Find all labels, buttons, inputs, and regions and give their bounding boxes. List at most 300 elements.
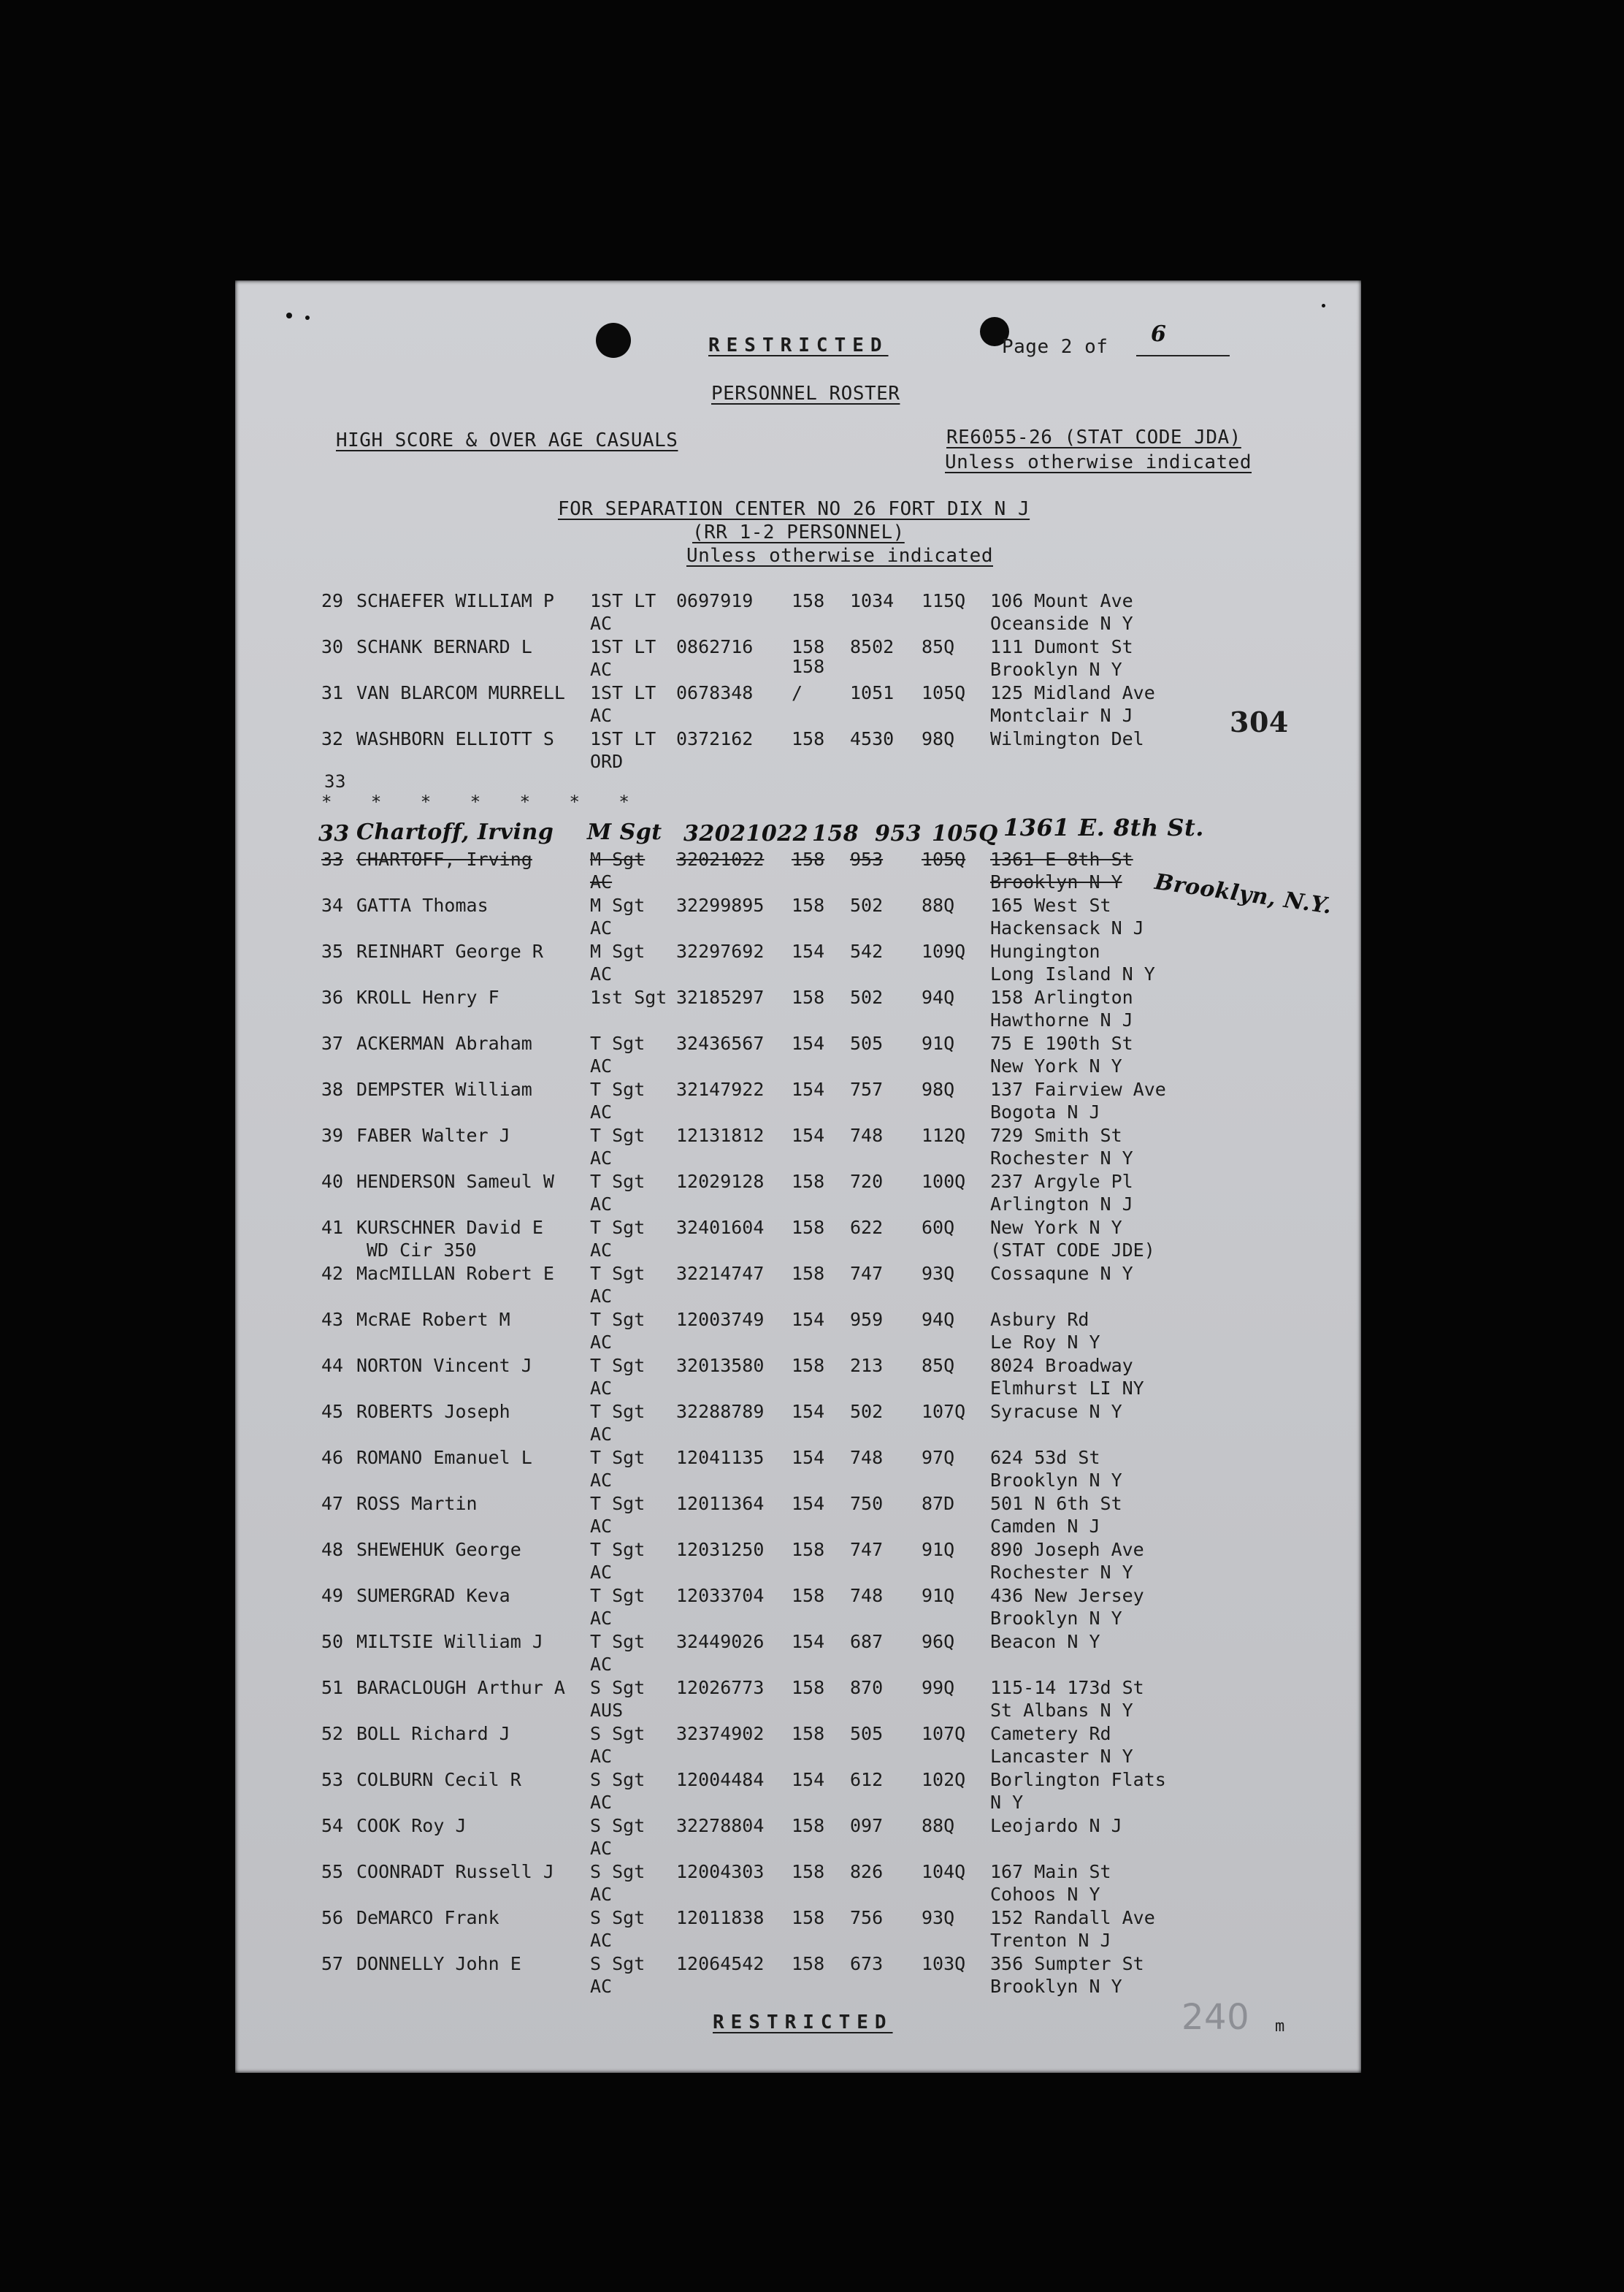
code-2: 748 bbox=[850, 1585, 884, 1606]
table-row bbox=[235, 1769, 1257, 1815]
code-1: 154 bbox=[792, 941, 825, 962]
code-2: 1034 bbox=[850, 590, 895, 611]
serial-number: 12004484 bbox=[676, 1769, 765, 1790]
code-1: 158 bbox=[792, 636, 825, 657]
code-2: 747 bbox=[850, 1539, 884, 1560]
branch: AC bbox=[590, 1101, 613, 1123]
rank: T Sgt bbox=[590, 1033, 646, 1054]
address-line-2: Trenton N J bbox=[990, 1930, 1111, 1951]
handwritten-address: 1361 E. 8th St. bbox=[1003, 814, 1204, 841]
code-2: 720 bbox=[850, 1171, 884, 1192]
row-number: 52 bbox=[321, 1723, 344, 1744]
code-1: 154 bbox=[792, 1309, 825, 1330]
address-line-2: Oceanside N Y bbox=[990, 613, 1133, 634]
rank: T Sgt bbox=[590, 1447, 646, 1468]
code-3: 85Q bbox=[922, 1355, 955, 1376]
branch: AC bbox=[590, 1147, 613, 1169]
serial-number: 32299895 bbox=[676, 895, 765, 916]
table-row bbox=[235, 1677, 1257, 1723]
code-1: 158 bbox=[792, 1723, 825, 1744]
branch: AC bbox=[590, 1332, 613, 1353]
table-row bbox=[235, 1355, 1257, 1401]
row-number: 34 bbox=[321, 895, 344, 916]
soldier-name: SCHAEFER WILLIAM P bbox=[356, 590, 554, 611]
rank: S Sgt bbox=[590, 1769, 646, 1790]
restricted-header: RESTRICTED bbox=[708, 335, 889, 356]
rank: S Sgt bbox=[590, 1953, 646, 1974]
rank: T Sgt bbox=[590, 1125, 646, 1146]
address-line-1: 152 Randall Ave bbox=[990, 1907, 1155, 1928]
serial-number: 32374902 bbox=[676, 1723, 765, 1744]
branch: AC bbox=[590, 1838, 613, 1859]
soldier-name: BOLL Richard J bbox=[356, 1723, 510, 1744]
serial-number: 32013580 bbox=[676, 1355, 765, 1376]
table-row bbox=[235, 849, 1257, 895]
serial-number: 12004303 bbox=[676, 1861, 765, 1882]
table-row bbox=[235, 636, 1257, 682]
handwritten-col2: 953 bbox=[875, 821, 922, 847]
row-number: 57 bbox=[321, 1953, 344, 1974]
code-3: 97Q bbox=[922, 1447, 955, 1468]
code-3: 105Q bbox=[922, 682, 966, 703]
code-1: 154 bbox=[792, 1401, 825, 1422]
code-2: 953 bbox=[850, 849, 884, 870]
code-2: 748 bbox=[850, 1447, 884, 1468]
roster-page bbox=[235, 280, 1361, 2073]
branch: AC bbox=[590, 1884, 613, 1905]
table-row bbox=[235, 1079, 1257, 1125]
serial-number: 32147922 bbox=[676, 1079, 765, 1100]
page-label: Page 2 of bbox=[1002, 336, 1108, 358]
rank: S Sgt bbox=[590, 1861, 646, 1882]
name-note: WD Cir 350 bbox=[367, 1239, 477, 1261]
table-row bbox=[235, 1263, 1257, 1309]
code-3: 103Q bbox=[922, 1953, 966, 1974]
row-number: 33 bbox=[321, 849, 344, 870]
code-1: 158 bbox=[792, 987, 825, 1008]
roster-title: PERSONNEL ROSTER bbox=[711, 383, 900, 405]
address-line-1: Wilmington Del bbox=[990, 728, 1144, 749]
row-number: 44 bbox=[321, 1355, 344, 1376]
address-line-2: St Albans N Y bbox=[990, 1700, 1133, 1721]
rank: M Sgt bbox=[590, 849, 646, 870]
address-line-1: Cametery Rd bbox=[990, 1723, 1111, 1744]
serial-number: 12026773 bbox=[676, 1677, 765, 1698]
address-line-2: N Y bbox=[990, 1792, 1024, 1813]
table-row bbox=[235, 1401, 1257, 1447]
center-line-2: (RR 1-2 PERSONNEL) bbox=[692, 522, 905, 543]
address-line-1: Hungington bbox=[990, 941, 1100, 962]
table-row bbox=[235, 1171, 1257, 1217]
address-line-1: 106 Mount Ave bbox=[990, 590, 1133, 611]
code-1: 158 bbox=[792, 895, 825, 916]
address-line-1: Cossaqune N Y bbox=[990, 1263, 1133, 1284]
code-2: 213 bbox=[850, 1355, 884, 1376]
rank: S Sgt bbox=[590, 1815, 646, 1836]
handwritten-city: Brooklyn, N.Y. bbox=[1153, 869, 1334, 920]
handwritten-row-number: 33 bbox=[318, 821, 350, 847]
rank: 1ST LT bbox=[590, 636, 656, 657]
code-3: 91Q bbox=[922, 1539, 955, 1560]
code-1: 154 bbox=[792, 1125, 825, 1146]
handwritten-name: Chartoff, Irving bbox=[356, 820, 554, 845]
code-3: 98Q bbox=[922, 1079, 955, 1100]
code-2: 750 bbox=[850, 1493, 884, 1514]
table-row bbox=[235, 1953, 1257, 1999]
code-3: 87D bbox=[922, 1493, 955, 1514]
soldier-name: COOK Roy J bbox=[356, 1815, 467, 1836]
soldier-name: KURSCHNER David E bbox=[356, 1217, 543, 1238]
row-number: 31 bbox=[321, 682, 344, 703]
paper-speck bbox=[286, 313, 292, 318]
serial-number: 32278804 bbox=[676, 1815, 765, 1836]
row-number: 38 bbox=[321, 1079, 344, 1100]
address-line-2: (STAT CODE JDE) bbox=[990, 1239, 1155, 1261]
margin-number: 304 bbox=[1230, 706, 1289, 738]
code-3: 107Q bbox=[922, 1401, 966, 1422]
branch: AC bbox=[590, 1378, 613, 1399]
page-total-line bbox=[1136, 355, 1230, 356]
serial-number: 12041135 bbox=[676, 1447, 765, 1468]
serial-number: 12131812 bbox=[676, 1125, 765, 1146]
rank: M Sgt bbox=[590, 941, 646, 962]
code-2: 870 bbox=[850, 1677, 884, 1698]
handwritten-rank: M Sgt bbox=[587, 820, 662, 845]
row-number: 32 bbox=[321, 728, 344, 749]
code-1: 154 bbox=[792, 1769, 825, 1790]
rank: T Sgt bbox=[590, 1401, 646, 1422]
branch: ORD bbox=[590, 751, 624, 772]
address-line-2: Bogota N J bbox=[990, 1101, 1100, 1123]
code-3: 88Q bbox=[922, 895, 955, 916]
soldier-name: ROMANO Emanuel L bbox=[356, 1447, 532, 1468]
rank: M Sgt bbox=[590, 895, 646, 916]
asterisk-row: * * * * * * * bbox=[321, 792, 630, 812]
soldier-name: HENDERSON Sameul W bbox=[356, 1171, 554, 1192]
address-line-1: 501 N 6th St bbox=[990, 1493, 1122, 1514]
reference-code: RE6055-26 (STAT CODE JDA) bbox=[946, 427, 1241, 448]
code-3: 94Q bbox=[922, 987, 955, 1008]
table-row bbox=[235, 1723, 1257, 1769]
code-3: 100Q bbox=[922, 1171, 966, 1192]
rank: S Sgt bbox=[590, 1723, 646, 1744]
row-number: 48 bbox=[321, 1539, 344, 1560]
address-line-2: Brooklyn N Y bbox=[990, 871, 1122, 893]
address-line-1: 111 Dumont St bbox=[990, 636, 1133, 657]
row-number: 37 bbox=[321, 1033, 344, 1054]
serial-number: 32297692 bbox=[676, 941, 765, 962]
code-3: 112Q bbox=[922, 1125, 966, 1146]
serial-number: 12031250 bbox=[676, 1539, 765, 1560]
address-line-2: Brooklyn N Y bbox=[990, 1976, 1122, 1997]
address-line-1: 75 E 190th St bbox=[990, 1033, 1133, 1054]
serial-number: 0862716 bbox=[676, 636, 754, 657]
rank: T Sgt bbox=[590, 1631, 646, 1652]
code-2: 097 bbox=[850, 1815, 884, 1836]
address-line-1: 167 Main St bbox=[990, 1861, 1111, 1882]
soldier-name: WASHBORN ELLIOTT S bbox=[356, 728, 554, 749]
code-2: 756 bbox=[850, 1907, 884, 1928]
code-1: 158 bbox=[792, 1263, 825, 1284]
branch: AC bbox=[590, 1792, 613, 1813]
code-3: 104Q bbox=[922, 1861, 966, 1882]
code-1: 158 bbox=[792, 590, 825, 611]
code-3: 109Q bbox=[922, 941, 966, 962]
row-number: 40 bbox=[321, 1171, 344, 1192]
row-number: 41 bbox=[321, 1217, 344, 1238]
soldier-name: VAN BLARCOM MURRELL bbox=[356, 682, 565, 703]
code-1: 158 bbox=[792, 1585, 825, 1606]
branch: AC bbox=[590, 659, 613, 680]
address-line-2: Hawthorne N J bbox=[990, 1009, 1133, 1031]
table-row bbox=[235, 1033, 1257, 1079]
serial-number: 32185297 bbox=[676, 987, 765, 1008]
address-line-1: 356 Sumpter St bbox=[990, 1953, 1144, 1974]
corner-mark: m bbox=[1275, 2017, 1285, 2036]
table-row bbox=[235, 1309, 1257, 1355]
serial-number: 12011838 bbox=[676, 1907, 765, 1928]
address-line-2: Rochester N Y bbox=[990, 1147, 1133, 1169]
row-number: 35 bbox=[321, 941, 344, 962]
code-2: 502 bbox=[850, 987, 884, 1008]
code-3: 91Q bbox=[922, 1033, 955, 1054]
rank: T Sgt bbox=[590, 1263, 646, 1284]
address-line-2: Arlington N J bbox=[990, 1193, 1133, 1215]
code-1: 158 bbox=[792, 849, 825, 870]
table-row bbox=[235, 1815, 1257, 1861]
code-3: 85Q bbox=[922, 636, 955, 657]
punch-hole bbox=[596, 323, 631, 358]
branch: AC bbox=[590, 917, 613, 939]
table-row bbox=[235, 1493, 1257, 1539]
soldier-name: McRAE Robert M bbox=[356, 1309, 510, 1330]
row-number: 43 bbox=[321, 1309, 344, 1330]
rank: 1st Sgt bbox=[590, 987, 667, 1008]
address-line-1: 237 Argyle Pl bbox=[990, 1171, 1133, 1192]
serial-number: 32288789 bbox=[676, 1401, 765, 1422]
code-3: 88Q bbox=[922, 1815, 955, 1836]
code-1: 158 bbox=[792, 1539, 825, 1560]
soldier-name: COONRADT Russell J bbox=[356, 1861, 554, 1882]
code-3: 105Q bbox=[922, 849, 966, 870]
row-number: 42 bbox=[321, 1263, 344, 1284]
serial-number: 12011364 bbox=[676, 1493, 765, 1514]
address-line-2: Rochester N Y bbox=[990, 1562, 1133, 1583]
branch: AC bbox=[590, 1239, 613, 1261]
table-row bbox=[235, 1907, 1257, 1953]
address-line-2: New York N Y bbox=[990, 1055, 1122, 1077]
soldier-name: SUMERGRAD Keva bbox=[356, 1585, 510, 1606]
serial-number: 32401604 bbox=[676, 1217, 765, 1238]
address-line-2: Elmhurst LI NY bbox=[990, 1378, 1144, 1399]
code-1: / bbox=[792, 682, 803, 703]
address-line-2: Cohoos N Y bbox=[990, 1884, 1100, 1905]
address-line-1: Borlington Flats bbox=[990, 1769, 1166, 1790]
table-row bbox=[235, 1861, 1257, 1907]
code-2: 757 bbox=[850, 1079, 884, 1100]
code-3: 98Q bbox=[922, 728, 955, 749]
serial-number: 32449026 bbox=[676, 1631, 765, 1652]
branch: AC bbox=[590, 1746, 613, 1767]
code-3: 60Q bbox=[922, 1217, 955, 1238]
serial-number: 32021022 bbox=[676, 849, 765, 870]
code-3: 93Q bbox=[922, 1263, 955, 1284]
row-number: 49 bbox=[321, 1585, 344, 1606]
code-1: 158 bbox=[792, 1815, 825, 1836]
address-line-1: Asbury Rd bbox=[990, 1309, 1089, 1330]
serial-number: 12033704 bbox=[676, 1585, 765, 1606]
address-line-1: 1361 E 8th St bbox=[990, 849, 1133, 870]
address-line-1: 165 West St bbox=[990, 895, 1111, 916]
code-2: 4530 bbox=[850, 728, 895, 749]
address-line-1: 624 53d St bbox=[990, 1447, 1100, 1468]
soldier-name: SCHANK BERNARD L bbox=[356, 636, 532, 657]
code-2: 959 bbox=[850, 1309, 884, 1330]
code-3: 102Q bbox=[922, 1769, 966, 1790]
row-number: 54 bbox=[321, 1815, 344, 1836]
soldier-name: DeMARCO Frank bbox=[356, 1907, 499, 1928]
reference-note: Unless otherwise indicated bbox=[945, 451, 1252, 473]
address-line-2: Long Island N Y bbox=[990, 963, 1155, 985]
soldier-name: DONNELLY John E bbox=[356, 1953, 521, 1974]
branch: AC bbox=[590, 1055, 613, 1077]
branch: AC bbox=[590, 705, 613, 726]
soldier-name: ACKERMAN Abraham bbox=[356, 1033, 532, 1054]
code-1: 158 bbox=[792, 728, 825, 749]
code-1: 158 bbox=[792, 1677, 825, 1698]
code-1: 158 bbox=[792, 1217, 825, 1238]
soldier-name: SHEWEHUK George bbox=[356, 1539, 521, 1560]
code-3: 96Q bbox=[922, 1631, 955, 1652]
table-row bbox=[235, 590, 1257, 636]
code-1: 154 bbox=[792, 1033, 825, 1054]
branch: AC bbox=[590, 963, 613, 985]
code-2: 1051 bbox=[850, 682, 895, 703]
code-3: 99Q bbox=[922, 1677, 955, 1698]
address-line-1: Beacon N Y bbox=[990, 1631, 1100, 1652]
rank: S Sgt bbox=[590, 1907, 646, 1928]
row-number: 51 bbox=[321, 1677, 344, 1698]
branch: AC bbox=[590, 1193, 613, 1215]
table-row bbox=[235, 895, 1257, 941]
table-row bbox=[235, 682, 1257, 728]
branch: AC bbox=[590, 1470, 613, 1491]
branch: AC bbox=[590, 1654, 613, 1675]
serial-number: 0678348 bbox=[676, 682, 754, 703]
address-line-2: Hackensack N J bbox=[990, 917, 1144, 939]
table-row bbox=[235, 728, 1257, 774]
blank-row-number: 33 bbox=[324, 771, 346, 792]
handwritten-col1: 158 bbox=[812, 821, 859, 847]
pencil-number: 240 bbox=[1181, 1997, 1250, 2038]
rank: 1ST LT bbox=[590, 682, 656, 703]
branch: AUS bbox=[590, 1700, 624, 1721]
code-2: 687 bbox=[850, 1631, 884, 1652]
row-number: 45 bbox=[321, 1401, 344, 1422]
table-row bbox=[235, 1447, 1257, 1493]
code-2: 673 bbox=[850, 1953, 884, 1974]
code-3: 115Q bbox=[922, 590, 966, 611]
code-3: 93Q bbox=[922, 1907, 955, 1928]
table-row bbox=[235, 941, 1257, 987]
address-line-2: Camden N J bbox=[990, 1516, 1100, 1537]
soldier-name: ROBERTS Joseph bbox=[356, 1401, 510, 1422]
soldier-name: CHARTOFF, Irving bbox=[356, 849, 532, 870]
rank: 1ST LT bbox=[590, 728, 656, 749]
table-row bbox=[235, 987, 1257, 1033]
rank: T Sgt bbox=[590, 1539, 646, 1560]
serial-number: 0372162 bbox=[676, 728, 754, 749]
center-line-1: FOR SEPARATION CENTER NO 26 FORT DIX N J bbox=[558, 498, 1030, 520]
row-number: 36 bbox=[321, 987, 344, 1008]
branch: AC bbox=[590, 1930, 613, 1951]
serial-number: 12064542 bbox=[676, 1953, 765, 1974]
row-number: 30 bbox=[321, 636, 344, 657]
serial-number: 0697919 bbox=[676, 590, 754, 611]
rank: 1ST LT bbox=[590, 590, 656, 611]
code-1: 158 bbox=[792, 1953, 825, 1974]
table-row bbox=[235, 1217, 1257, 1263]
row-number: 50 bbox=[321, 1631, 344, 1652]
address-line-2: Brooklyn N Y bbox=[990, 1608, 1122, 1629]
row-number: 29 bbox=[321, 590, 344, 611]
code-1: 154 bbox=[792, 1079, 825, 1100]
code-2: 747 bbox=[850, 1263, 884, 1284]
center-line-3: Unless otherwise indicated bbox=[686, 545, 993, 567]
address-line-2: Lancaster N Y bbox=[990, 1746, 1133, 1767]
serial-number: 12029128 bbox=[676, 1171, 765, 1192]
address-line-1: New York N Y bbox=[990, 1217, 1122, 1238]
address-line-2: Le Roy N Y bbox=[990, 1332, 1100, 1353]
row-number: 46 bbox=[321, 1447, 344, 1468]
code-3: 94Q bbox=[922, 1309, 955, 1330]
rank: T Sgt bbox=[590, 1585, 646, 1606]
row-number: 55 bbox=[321, 1861, 344, 1882]
soldier-name: MacMILLAN Robert E bbox=[356, 1263, 554, 1284]
rank: T Sgt bbox=[590, 1079, 646, 1100]
rank: T Sgt bbox=[590, 1493, 646, 1514]
soldier-name: MILTSIE William J bbox=[356, 1631, 543, 1652]
soldier-name: REINHART George R bbox=[356, 941, 543, 962]
code-1: 158 bbox=[792, 1171, 825, 1192]
handwritten-col3: 105Q bbox=[932, 821, 998, 847]
code-2: 505 bbox=[850, 1723, 884, 1744]
code-2: 502 bbox=[850, 1401, 884, 1422]
branch: AC bbox=[590, 1516, 613, 1537]
code-2: 502 bbox=[850, 895, 884, 916]
rank: T Sgt bbox=[590, 1355, 646, 1376]
soldier-name: FABER Walter J bbox=[356, 1125, 510, 1146]
code-1: 158 bbox=[792, 1907, 825, 1928]
code-1: 158 bbox=[792, 1355, 825, 1376]
code-2: 612 bbox=[850, 1769, 884, 1790]
address-line-1: 125 Midland Ave bbox=[990, 682, 1155, 703]
paper-speck bbox=[305, 316, 310, 320]
branch: AC bbox=[590, 871, 613, 893]
branch: AC bbox=[590, 613, 613, 634]
code-2: 505 bbox=[850, 1033, 884, 1054]
code-3: 91Q bbox=[922, 1585, 955, 1606]
soldier-name: GATTA Thomas bbox=[356, 895, 489, 916]
address-line-1: 890 Joseph Ave bbox=[990, 1539, 1144, 1560]
page-total: 6 bbox=[1151, 321, 1167, 347]
address-line-1: Syracuse N Y bbox=[990, 1401, 1122, 1422]
address-line-2: Brooklyn N Y bbox=[990, 659, 1122, 680]
paper-speck bbox=[1322, 304, 1325, 307]
address-line-1: 158 Arlington bbox=[990, 987, 1133, 1008]
address-line-1: 137 Fairview Ave bbox=[990, 1079, 1166, 1100]
soldier-name: COLBURN Cecil R bbox=[356, 1769, 521, 1790]
